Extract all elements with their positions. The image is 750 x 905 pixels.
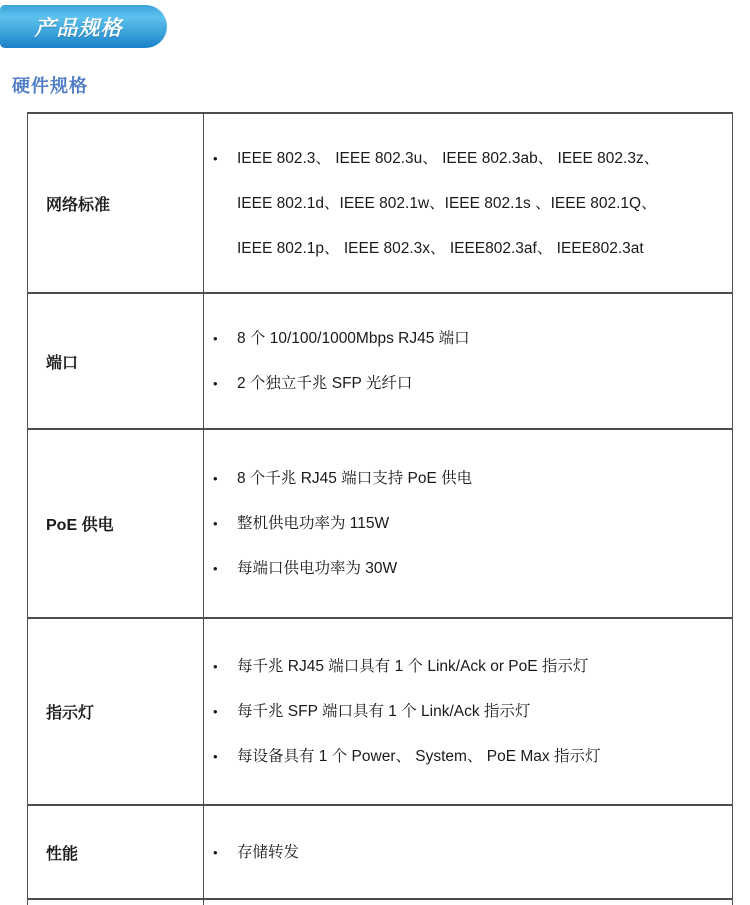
table-row bbox=[28, 114, 732, 294]
row-label: 指示灯 bbox=[28, 619, 204, 804]
row-content bbox=[204, 114, 732, 292]
bullet-text-line: 8 个千兆 RJ45 端口支持 PoE 供电 bbox=[237, 470, 473, 487]
bullet-text-line: 每千兆 SFP 端口具有 1 个 Link/Ack 指示灯 bbox=[237, 703, 531, 720]
bullet-item bbox=[204, 136, 724, 271]
bullet-text bbox=[237, 644, 724, 689]
row-content bbox=[204, 430, 732, 617]
bullet-text bbox=[237, 830, 724, 875]
row-label: PoE 供电 bbox=[28, 430, 204, 617]
row-label: 端口 bbox=[28, 294, 204, 428]
table-stub-column-divider bbox=[203, 900, 205, 905]
bullet-text bbox=[237, 361, 724, 406]
bullet-item bbox=[204, 456, 724, 501]
bullet-icon: • bbox=[213, 150, 218, 166]
bullet-text bbox=[237, 316, 724, 361]
table-row bbox=[28, 430, 732, 619]
row-label: 性能 bbox=[28, 806, 204, 898]
table-row bbox=[28, 294, 732, 430]
bullet-icon: • bbox=[213, 561, 218, 576]
bullet-icon: • bbox=[213, 704, 218, 719]
table-row bbox=[28, 806, 732, 900]
bullet-item bbox=[204, 734, 724, 779]
bullet-text bbox=[237, 501, 724, 546]
row-content bbox=[204, 294, 732, 428]
hardware-spec-table bbox=[27, 112, 733, 900]
bullet-item bbox=[204, 830, 724, 875]
bullet-text-line: 8 个 10/100/1000Mbps RJ45 端口 bbox=[237, 330, 470, 347]
bullet-text-line: IEEE 802.1d、IEEE 802.1w、IEEE 802.1s 、IEEE 802.1Q、 bbox=[237, 194, 657, 212]
bullet-text bbox=[237, 689, 724, 734]
bullet-text bbox=[237, 456, 724, 501]
bullet-text-line: 存储转发 bbox=[237, 843, 300, 861]
bullet-text-line: IEEE 802.3、 IEEE 802.3u、 IEEE 802.3ab、 IEEE 802.3z、 bbox=[237, 149, 660, 167]
row-content bbox=[204, 619, 732, 804]
row-label: 网络标准 bbox=[28, 114, 204, 292]
row-content bbox=[204, 806, 732, 898]
bullet-icon: • bbox=[213, 844, 218, 860]
bullet-text bbox=[237, 546, 724, 591]
bullet-text bbox=[237, 734, 724, 779]
table-cutoff-stub bbox=[27, 900, 733, 905]
bullet-item bbox=[204, 689, 724, 734]
bullet-text-line: IEEE 802.1p、 IEEE 802.3x、 IEEE802.3af、 IEEE802.3at bbox=[237, 239, 644, 257]
bullet-text-line: 每千兆 RJ45 端口具有 1 个 Link/Ack or PoE 指示灯 bbox=[237, 658, 589, 675]
bullet-icon: • bbox=[213, 471, 218, 486]
bullet-text-line: 每端口供电功率为 30W bbox=[237, 560, 398, 577]
bullet-text-line: 2 个独立千兆 SFP 光纤口 bbox=[237, 375, 413, 392]
bullet-icon: • bbox=[213, 376, 218, 391]
product-spec-badge-label: 产品规格 bbox=[34, 16, 123, 40]
bullet-text-line: 整机供电功率为 115W bbox=[237, 515, 390, 532]
bullet-text-line: 每设备具有 1 个 Power、 System、 PoE Max 指示灯 bbox=[237, 748, 601, 765]
bullet-item bbox=[204, 316, 724, 361]
bullet-text bbox=[237, 136, 724, 271]
bullet-icon: • bbox=[213, 331, 218, 346]
table-row bbox=[28, 619, 732, 806]
bullet-item bbox=[204, 546, 724, 591]
hardware-spec-section-title: 硬件规格 bbox=[12, 76, 88, 96]
bullet-icon: • bbox=[213, 659, 218, 674]
bullet-item bbox=[204, 361, 724, 406]
bullet-icon: • bbox=[213, 516, 218, 531]
bullet-item bbox=[204, 644, 724, 689]
bullet-icon: • bbox=[213, 749, 218, 764]
product-spec-badge bbox=[0, 5, 167, 48]
bullet-item bbox=[204, 501, 724, 546]
